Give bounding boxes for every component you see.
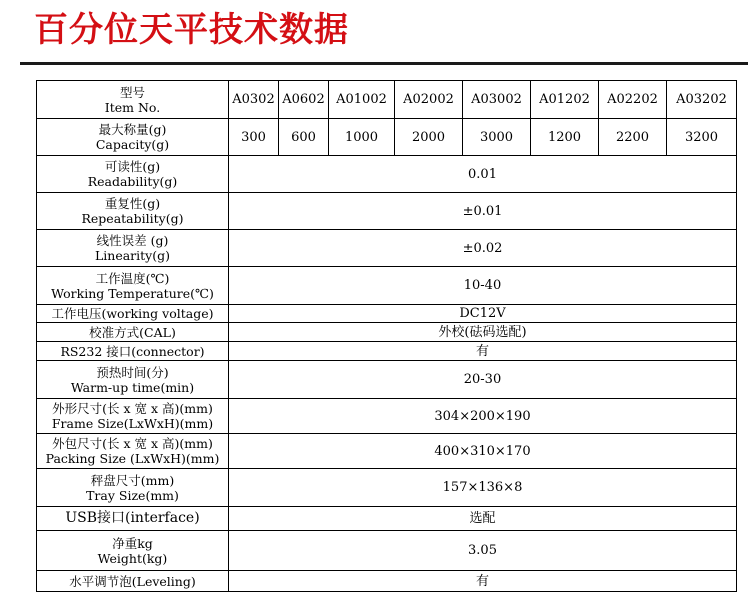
model-cell: A02002 [395, 81, 463, 119]
weight-header [37, 531, 229, 571]
capacity-cell: 1200 [531, 119, 599, 156]
linearity-label-en: Linearity(g) [94, 248, 170, 263]
readability-header [37, 156, 229, 193]
row-packing-size [37, 434, 737, 469]
frame-size-label-en: Frame Size(LxWxH)(mm) [51, 416, 214, 431]
warmup-value: 20-30 [229, 361, 737, 399]
readability-value: 0.01 [229, 156, 737, 193]
model-cell: A03202 [667, 81, 737, 119]
calibration-value: 外校(砝码选配) [229, 323, 737, 342]
model-cell: A0302 [229, 81, 279, 119]
row-calibration [37, 323, 737, 342]
frame-size-label-cn: 外形尺寸(长 x 宽 x 高)(mm) [52, 401, 213, 416]
warmup-header [37, 361, 229, 399]
row-rs232 [37, 342, 737, 361]
item-no-header [37, 81, 229, 119]
warmup-label-cn: 预热时间(分) [96, 364, 169, 380]
working-temp-label-en: Working Temperature(℃) [51, 285, 214, 301]
row-weight [37, 531, 737, 571]
leveling-label: 水平调节泡(Leveling) [37, 571, 229, 592]
tray-size-label-cn: 秤盘尺寸(mm) [90, 472, 175, 488]
tray-size-label-en: Tray Size(mm) [86, 487, 179, 503]
page-title: 百分位天平技术数据 [34, 10, 349, 50]
row-repeatability [37, 193, 737, 230]
capacity-cell: 2200 [599, 119, 667, 156]
calibration-label: 校准方式(CAL) [37, 323, 229, 342]
item-no-label-cn: 型号 [119, 84, 145, 100]
capacity-cell: 300 [229, 119, 279, 156]
warmup-label-en: Warm-up time(min) [70, 379, 195, 395]
readability-label-en: Readability(g) [87, 174, 178, 189]
voltage-label: 工作电压(working voltage) [37, 305, 229, 323]
row-leveling [37, 571, 737, 592]
item-no-label-en: Item No. [104, 99, 161, 115]
capacity-label-en: Capacity(g) [95, 137, 170, 152]
linearity-label-cn: 线性误差 (g) [96, 233, 169, 248]
row-linearity [37, 230, 737, 267]
usb-label: USB接口(interface) [37, 507, 229, 531]
packing-size-value: 400×310×170 [229, 434, 737, 469]
row-item-no [37, 81, 737, 119]
usb-value: 选配 [229, 507, 737, 531]
repeatability-label-en: Repeatability(g) [81, 211, 184, 226]
capacity-header [37, 119, 229, 156]
capacity-cell: 3000 [463, 119, 531, 156]
rs232-value: 有 [229, 342, 737, 361]
tray-size-header [37, 469, 229, 507]
frame-size-value: 304×200×190 [229, 399, 737, 434]
capacity-cell: 600 [279, 119, 329, 156]
row-voltage [37, 305, 737, 323]
title-divider [20, 62, 748, 65]
weight-label-cn: 净重kg [112, 535, 153, 551]
capacity-label-cn: 最大称量(g) [98, 122, 167, 137]
capacity-cell: 3200 [667, 119, 737, 156]
leveling-value: 有 [229, 571, 737, 592]
working-temp-header [37, 267, 229, 305]
row-capacity [37, 119, 737, 156]
capacity-cell: 1000 [329, 119, 395, 156]
weight-value: 3.05 [229, 531, 737, 571]
row-usb [37, 507, 737, 531]
row-readability [37, 156, 737, 193]
repeatability-value: ±0.01 [229, 193, 737, 230]
capacity-cell: 2000 [395, 119, 463, 156]
linearity-value: ±0.02 [229, 230, 737, 267]
repeatability-header [37, 193, 229, 230]
rs232-label: RS232 接口(connector) [37, 342, 229, 361]
model-cell: A0602 [279, 81, 329, 119]
model-cell: A01002 [329, 81, 395, 119]
tray-size-value: 157×136×8 [229, 469, 737, 507]
frame-size-header [37, 399, 229, 434]
packing-size-header [37, 434, 229, 469]
working-temp-label-cn: 工作温度(℃) [95, 270, 170, 286]
model-cell: A02202 [599, 81, 667, 119]
model-cell: A01202 [531, 81, 599, 119]
packing-size-label-cn: 外包尺寸(长 x 宽 x 高)(mm) [52, 436, 213, 451]
weight-label-en: Weight(kg) [97, 550, 168, 566]
model-cell: A03002 [463, 81, 531, 119]
row-frame-size [37, 399, 737, 434]
working-temp-value: 10-40 [229, 267, 737, 305]
spec-table [36, 80, 737, 592]
row-tray-size [37, 469, 737, 507]
voltage-value: DC12V [229, 305, 737, 323]
packing-size-label-en: Packing Size (LxWxH)(mm) [45, 451, 220, 466]
repeatability-label-cn: 重复性(g) [104, 196, 161, 211]
linearity-header [37, 230, 229, 267]
row-warmup [37, 361, 737, 399]
readability-label-cn: 可读性(g) [104, 159, 161, 174]
row-working-temperature [37, 267, 737, 305]
